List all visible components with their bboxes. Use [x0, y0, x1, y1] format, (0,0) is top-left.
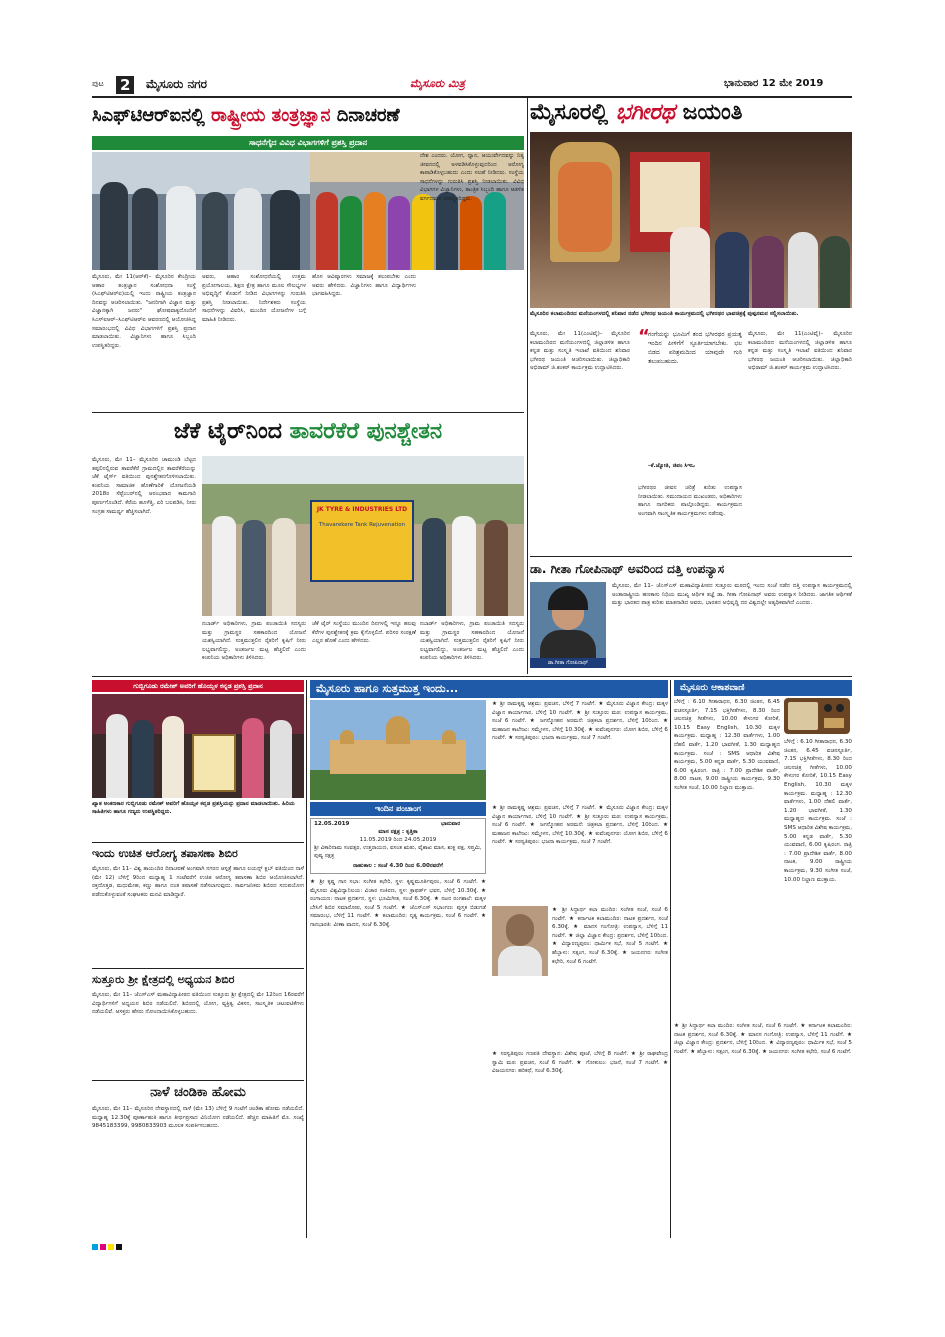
page-number: 2	[120, 76, 131, 94]
health-camp-body: ಮೈಸೂರು, ಮೇ 11– ವಿಶ್ವ ತಾಯಂದಿರ ದಿನಾಚರಣೆ ಅಂಗವಾಗಿ ನಗರದ ಆಸ್ಪತ್ರೆ ಹಾಗೂ ಲಯನ್ಸ್ ಕ್ಲಬ್ ವತಿಯಿಂದ ನಾಳೆ (ಮೇ 12) ಬೆಳಿಗ್ಗೆ 9ರಿಂದ ಮಧ್ಯಾಹ್ನ 1 ಗಂಟೆವರೆಗೆ ಉಚಿತ ಆರೋಗ್ಯ ತಪಾಸಣಾ ಶಿಬಿರ ಆಯೋಜಿಸಲಾಗಿದೆ. ರಕ್ತದೊತ್ತಡ, ಮಧುಮೇಹ, ಕಣ್ಣು ಹಾಗೂ ದಂತ ತಪಾಸಣೆ ನಡೆಸಲಾಗುವುದು. ಸಾರ್ವಜನಿಕರು ಶಿಬಿರದ ಸದುಪಯೋಗ ಪಡೆದುಕೊಳ್ಳುವಂತೆ ಸಂಘಟಕರು ಮನವಿ ಮಾಡಿದ್ದಾರೆ.	[92, 866, 304, 898]
jktyre-headline: ಜೆಕೆ ಟೈರ್‌ನಿಂದ ತಾವರೆಕೆರೆ ಪುನಶ್ಚೇತನ	[173, 419, 443, 444]
award-photo	[92, 694, 304, 798]
gopinath-photo	[530, 582, 606, 668]
bhagiratha-quote-author: –ಕೆ.ಜ್ಯೋತಿ, ಜಿಪಂ ಸಿಇಒ	[648, 463, 695, 469]
cftri-body-right: ಹೊಸ ಆವಿಷ್ಕಾರಗಳು ಸಮಾಜಕ್ಕೆ ತಲುಪಬೇಕು ಎಂದು ಅವರು ಹೇಳಿದರು. ವಿಜ್ಞಾನಿಗಳು ಹಾಗೂ ವಿದ್ಯಾರ್ಥಿಗಳು ಭಾಗವಹಿಸಿದ್ದರು.	[312, 274, 416, 298]
jktyre-photo	[202, 456, 524, 616]
gopinath-headline: ಡಾ. ಗೀತಾ ಗೋಪಿನಾಥ್ ಅವರಿಂದ ದತ್ತಿ ಉಪನ್ಯಾಸ	[530, 562, 725, 576]
bhagiratha-caption: ಮೈಸೂರಿನ ಕಲಾಮಂದಿರದ ಮನೆಯಂಗಳದಲ್ಲಿ ಶನಿವಾರ ನಡೆದ ಭಗೀರಥ ಜಯಂತಿ ಕಾರ್ಯಕ್ರಮದಲ್ಲಿ ಭಗೀರಥರ ಭಾವಚಿತ್ರಕ್ಕೆ ಪುಷ್ಪನಮನ ಸಲ್ಲಿಸಲಾಯಿತು.	[530, 311, 799, 317]
jktyre-body-3: ಜೆಕೆ ಟೈರ್ ಸಂಸ್ಥೆಯು ಮುಂದಿನ ದಿನಗಳಲ್ಲಿ ಇನ್ನೂ ಹಲವು ಕೆರೆಗಳ ಪುನಶ್ಚೇತನಕ್ಕೆ ಕ್ರಮ ಕೈಗೊಳ್ಳಲಿದೆ. ಪರಿಸರ ಸಂರಕ್ಷಣೆ ಎಲ್ಲರ ಹೊಣೆ ಎಂದು ಹೇಳಿದರು.	[312, 621, 416, 645]
bhagiratha-photo	[530, 132, 852, 308]
bhagiratha-headline: ಮೈಸೂರಲ್ಲಿ ಭಗೀರಥ ಜಯಂತಿ	[530, 100, 743, 125]
panchanga-details: ಶ್ರೀ ವಿಕಾರಿನಾಮ ಸಂವತ್ಸರ, ಉತ್ತರಾಯಣ, ವಸಂತ ಋತು, ವೈಶಾಖ ಮಾಸ, ಶುಕ್ಲ ಪಕ್ಷ, ಸಪ್ತಮಿ, ಪುಷ್ಯ ನಕ್ಷತ್ರ	[314, 845, 482, 859]
gopinath-photo-caption: ಡಾ.ಗೀತಾ ಗೋಪಿನಾಥ್	[530, 658, 606, 668]
suttur-camp-headline: ಸುತ್ತೂರು ಶ್ರೀ ಕ್ಷೇತ್ರದಲ್ಲಿ ಅಧ್ಯಯನ ಶಿಬಿರ	[92, 973, 235, 986]
radio-banner: ಮೈಸೂರು ಆಕಾಶವಾಣಿ	[674, 680, 852, 696]
award-caption: ಖ್ಯಾತ ಅಂಕಣಕಾರ ಗುಬ್ಬಿಗೂಡು ರಮೇಶ್ ಅವರಿಗೆ ಹೊಯ್ಸಳ ಕನ್ನಡ ಪ್ರಶಸ್ತಿಯನ್ನು ಪ್ರದಾನ ಮಾಡಲಾಯಿತು. ಹಿರಿಯ ಸಾಹಿತಿಗಳು ಹಾಗೂ ಗಣ್ಯರು ಉಪಸ್ಥಿತರಿದ್ದರು.	[92, 801, 295, 815]
quote-mark-icon: “	[638, 326, 650, 347]
cftri-body-col4: ದೇಶ ಎಂದರು. ಯೋಗ, ಧ್ಯಾನ, ಆಯುರ್ವೇದವನ್ನು ನಿತ್ಯ ಜೀವನದಲ್ಲಿ ಅಳವಡಿಸಿಕೊಳ್ಳುವುದರಿಂದ ಆರೋಗ್ಯ ಕಾಪಾಡಿಕೊಳ್ಳಬಹುದು ಎಂದು ಸಲಹೆ ನೀಡಿದರು. ಸಂಸ್ಥೆಯ ಸಾಧನೆಗಳನ್ನು ಗುರುತಿಸಿ ಪ್ರಶಸ್ತಿ ನೀಡಲಾಯಿತು. ವಿವಿಧ ವಿಭಾಗಗಳ ವಿಜ್ಞಾನಿಗಳು, ತಾಂತ್ರಿಕ ಸಿಬ್ಬಂದಿ ಹಾಗೂ ಆಡಳಿತ ವರ್ಗದವರು ಉಪಸ್ಥಿತರಿದ್ದರು.	[420, 153, 524, 202]
mysore-palace-photo	[310, 700, 486, 800]
panchanga-banner: ಇಂದಿನ ಪಂಚಾಂಗ	[310, 802, 486, 816]
jktyre-body-2: ನಬಾರ್ಡ್ ಅಧಿಕಾರಿಗಳು, ಗ್ರಾಮ ಪಂಚಾಯಿತಿ ಸದಸ್ಯರು ಮತ್ತು ಗ್ರಾಮಸ್ಥರ ಸಹಕಾರದಿಂದ ಯೋಜನೆ ಯಶಸ್ವಿಯಾಗಿದೆ. ಸುತ್ತಮುತ್ತಲಿನ ರೈತರಿಗೆ ಕೃಷಿಗೆ ನೀರು ಲಭ್ಯವಾಗಲಿದ್ದು, ಅಂತರ್ಜಲ ಮಟ್ಟ ಹೆಚ್ಚಲಿದೆ ಎಂದು ಕಂಪನಿಯ ಅಧಿಕಾರಿಗಳು ತಿಳಿಸಿದರು.	[202, 621, 306, 662]
panchanga-day: ಭಾನುವಾರ	[441, 821, 461, 827]
page-label: ಪುಟ	[92, 79, 104, 88]
page-header	[92, 76, 852, 94]
bhagiratha-body-1: ಮೈಸೂರು, ಮೇ 11(ಎಂಟಿವೈ)– ಮೈಸೂರಿನ ಕಲಾಮಂದಿರದ ಮನೆಯಂಗಳದಲ್ಲಿ ಜಿಲ್ಲಾಡಳಿತ ಹಾಗೂ ಕನ್ನಡ ಮತ್ತು ಸಂಸ್ಕೃತಿ ಇಲಾಖೆ ವತಿಯಿಂದ ಶನಿವಾರ ಭಗೀರಥ ಜಯಂತಿ ಆಚರಿಸಲಾಯಿತು. ಜಿಲ್ಲಾಧಿಕಾರಿ ಅಭಿರಾಮ್ ಜಿ.ಶಂಕರ್ ಕಾರ್ಯಕ್ರಮ ಉದ್ಘಾಟಿಸಿದರು.	[530, 331, 630, 372]
right-events: ★ ಶ್ರೀ ಸಿದ್ಧಾರ್ಥ ಕಲಾ ಮಂದಿರ: ಸಂಗೀತ ಸಂಜೆ, ಸಂಜೆ 6 ಗಂಟೆಗೆ. ★ ಕರ್ನಾಟಕ ಕಲಾಮಂದಿರ: ನಾಟಕ ಪ್ರದರ್ಶನ, ಸಂಜೆ 6.30ಕ್ಕೆ. ★ ಮಾನಸ ಗಂಗೋತ್ರಿ: ಉಪನ್ಯಾಸ, ಬೆಳಿಗ್ಗೆ 11 ಗಂಟೆಗೆ. ★ ಜಿಲ್ಲಾ ವಿಜ್ಞಾನ ಕೇಂದ್ರ: ಪ್ರದರ್ಶನ, ಬೆಳಿಗ್ಗೆ 10ರಿಂದ. ★ ವಿದ್ಯಾರಣ್ಯಪುರಂ: ಧಾರ್ಮಿಕ ಸಭೆ, ಸಂಜೆ 5 ಗಂಟೆಗೆ. ★ ಹೆಬ್ಬಾಳು: ಸತ್ಸಂಗ, ಸಂಜೆ 6.30ಕ್ಕೆ. ★ ಜಯನಗರ: ಸಂಗೀತ ಕಛೇರಿ, ಸಂಜೆ 6 ಗಂಟೆಗೆ.	[674, 1023, 852, 1055]
chandika-homa-headline: ನಾಳೆ ಚಂಡಿಕಾ ಹೋಮ	[150, 1085, 246, 1100]
health-camp-headline: ಇಂದು ಉಚಿತ ಆರೋಗ್ಯ ತಪಾಸಣಾ ಶಿಬಿರ	[92, 847, 238, 860]
masthead: ಮೈಸೂರು ಮಿತ್ರ	[410, 77, 465, 90]
jktyre-sign-sub: Thavarekere Tank Rejuvenation	[318, 522, 406, 528]
panchanga-rahukala: ರಾಹುಕಾಲ : ಸಂಜೆ 4.30 ರಿಂದ 6.00ರವರೆಗೆ	[353, 863, 443, 869]
today-banner: ಮೈಸೂರು ಹಾಗೂ ಸುತ್ತಮುತ್ತ ಇಂದು...	[310, 680, 668, 698]
color-registration-strip	[92, 1244, 852, 1252]
chandika-homa-body: ಮೈಸೂರು, ಮೇ 11– ಮೈಸೂರಿನ ದೇವಸ್ಥಾನದಲ್ಲಿ ನಾಳೆ (ಮೇ 13) ಬೆಳಿಗ್ಗೆ 9 ಗಂಟೆಗೆ ಚಂಡಿಕಾ ಹೋಮ ನಡೆಯಲಿದೆ. ಮಧ್ಯಾಹ್ನ 12.30ಕ್ಕೆ ಪೂರ್ಣಾಹುತಿ ಹಾಗೂ ತೀರ್ಥಪ್ರಸಾದ ವಿನಿಯೋಗ ನಡೆಯಲಿದೆ. ಹೆಚ್ಚಿನ ಮಾಹಿತಿಗೆ ಮೊ. ಸಂಖ್ಯೆ 9845183399, 9980833903 ಮೂಲಕ ಸಂಪರ್ಕಿಸಬಹುದು.	[92, 1106, 304, 1130]
suttur-camp-body: ಮೈಸೂರು, ಮೇ 11– ಜೆಎಸ್‌ಎಸ್ ಮಹಾವಿದ್ಯಾಪೀಠದ ವತಿಯಿಂದ ಸುತ್ತೂರು ಶ್ರೀ ಕ್ಷೇತ್ರದಲ್ಲಿ ಮೇ 12ರಿಂದ 16ರವರೆಗೆ ವಿದ್ಯಾರ್ಥಿಗಳಿಗೆ ಅಧ್ಯಯನ ಶಿಬಿರ ನಡೆಯಲಿದೆ. ಶಿಬಿರದಲ್ಲಿ ಯೋಗ, ವ್ಯಕ್ತಿತ್ವ ವಿಕಸನ, ಸಾಂಸ್ಕೃತಿಕ ಚಟುವಟಿಕೆಗಳು ನಡೆಯಲಿವೆ. ಆಸಕ್ತರು ಹೆಸರು ನೋಂದಾಯಿಸಿಕೊಳ್ಳಬಹುದು.	[92, 992, 304, 1016]
speaker-photo	[492, 906, 548, 976]
radio-schedule: ಬೆಳಿಗ್ಗೆ : 6.10 ಗೀತಾರಾಧನ, 6.30 ಚಿಂತನ, 6.45 ವಚನಸ್ಫೂರ್ತಿ, 7.15 ಭಕ್ತಿಗೀತೆಗಳು, 8.30 ರಿಂದ ಚಲನಚಿತ್ರ ಗೀತೆಗಳು, 10.00 ಕೇಳುಗರ ಕೋರಿಕೆ, 10.15 Easy English, 10.30 ಮಕ್ಕಳ ಕಾರ್ಯಕ್ರಮ. ಮಧ್ಯಾಹ್ನ : 12.30 ವಾರ್ತೆಗಳು, 1.00 ದೆಹಲಿ ವಾರ್ತೆ, 1.20 ಭಾವಗೀತೆ, 1.30 ಮಧ್ಯಾಹ್ನದ ಕಾರ್ಯಕ್ರಮ. ಸಂಜೆ : SMS ಆಧಾರಿತ ವಿಶೇಷ ಕಾರ್ಯಕ್ರಮ, 5.00 ಕನ್ನಡ ವಾರ್ತೆ, 5.30 ಯುವವಾಣಿ, 6.00 ಕೃಷಿರಂಗ. ರಾತ್ರಿ : 7.00 ಪ್ರಾದೇಶಿಕ ವಾರ್ತೆ, 8.00 ನಾಟಕ, 9.00 ರಾಷ್ಟ್ರೀಯ ಕಾರ್ಯಕ್ರಮ, 9.30 ಸಂಗೀತ ಸಂಜೆ, 10.00 ನಿಲ್ದಾಣ ಮುಕ್ತಾಯ.	[674, 699, 780, 791]
today-events-left: ★ ಶ್ರೀ ಕೃಷ್ಣ ಗಾನ ಸಭಾ: ಸಂಗೀತ ಕಛೇರಿ, ಸ್ಥಳ: ಕೃಷ್ಣಮೂರ್ತಿಪುರಂ, ಸಂಜೆ 6 ಗಂಟೆಗೆ. ★ ಮೈಸೂರು ವಿಶ್ವವಿದ್ಯಾನಿಲಯ: ವಿಚಾರ ಸಂಕಿರಣ, ಸ್ಥಳ: ಕ್ರಾಫರ್ಡ್ ಭವನ, ಬೆಳಿಗ್ಗೆ 10.30ಕ್ಕೆ. ★ ರಂಗಾಯಣ: ನಾಟಕ ಪ್ರದರ್ಶನ, ಸ್ಥಳ: ಭೂಮಿಗೀತ, ಸಂಜೆ 6.30ಕ್ಕೆ. ★ ನಟನ ರಂಗಶಾಲೆ: ಮಕ್ಕಳ ಬೇಸಿಗೆ ಶಿಬಿರ ಸಮಾರೋಪ, ಸಂಜೆ 5 ಗಂಟೆಗೆ. ★ ಜೆಎಸ್‌ಎಸ್ ಸಭಾಂಗಣ: ಪುಸ್ತಕ ಬಿಡುಗಡೆ ಸಮಾರಂಭ, ಬೆಳಿಗ್ಗೆ 11 ಗಂಟೆಗೆ. ★ ಕಲಾಮಂದಿರ: ನೃತ್ಯ ಕಾರ್ಯಕ್ರಮ, ಸಂಜೆ 6 ಗಂಟೆಗೆ. ★ ಗಾನಭಾರತಿ: ವೀಣಾ ವಾದನ, ಸಂಜೆ 6.30ಕ್ಕೆ.	[310, 879, 486, 928]
panchanga-box	[310, 818, 486, 874]
radio-icon	[784, 698, 850, 734]
today-events-right: ★ ಶ್ರೀ ರಾಮಕೃಷ್ಣ ಆಶ್ರಮ: ಪ್ರವಚನ, ಬೆಳಿಗ್ಗೆ 7 ಗಂಟೆಗೆ. ★ ಮೈಸೂರು ವಿಜ್ಞಾನ ಕೇಂದ್ರ: ಮಕ್ಕಳ ವಿಜ್ಞಾನ ಕಾರ್ಯಾಗಾರ, ಬೆಳಿಗ್ಗೆ 10 ಗಂಟೆಗೆ. ★ ಶ್ರೀ ಸುತ್ತೂರು ಮಠ: ಉಪನ್ಯಾಸ ಕಾರ್ಯಕ್ರಮ, ಸಂಜೆ 6 ಗಂಟೆಗೆ. ★ ಜಗನ್ಮೋಹನ ಅರಮನೆ: ಚಿತ್ರಕಲಾ ಪ್ರದರ್ಶನ, ಬೆಳಿಗ್ಗೆ 10ರಿಂದ. ★ ಮಹಾಜನ ಕಾಲೇಜು: ಸಮ್ಮೇಳನ, ಬೆಳಿಗ್ಗೆ 10.30ಕ್ಕೆ. ★ ಕುವೆಂಪುನಗರ: ಯೋಗ ಶಿಬಿರ, ಬೆಳಿಗ್ಗೆ 6 ಗಂಟೆಗೆ. ★ ಸರಸ್ವತಿಪುರಂ: ಭಜನಾ ಕಾರ್ಯಕ್ರಮ, ಸಂಜೆ 7 ಗಂಟೆಗೆ.	[492, 805, 668, 846]
jktyre-sign	[310, 500, 414, 582]
bhagiratha-quote-box	[638, 326, 742, 480]
jktyre-body-1: ಮೈಸೂರು, ಮೇ 11– ಮೈಸೂರಿನ ಚಾಮುಂಡಿ ಬೆಟ್ಟದ ತಪ್ಪಲಿನಲ್ಲಿರುವ ತಾವರೆಕೆರೆ ಗ್ರಾಮದಲ್ಲಿನ ತಾವರೆಕೆರೆಯನ್ನು ಜೆಕೆ ಟೈರ್ಸ್ ವತಿಯಿಂದ ಪುನಶ್ಚೇತನಗೊಳಿಸಲಾಯಿತು. ಕಂಪನಿಯ ಸಾಮಾಜಿಕ ಹೊಣೆಗಾರಿಕೆ ಯೋಜನೆಯಡಿ 2018ರ ಸೆಪ್ಟೆಂಬರ್‌ನಲ್ಲಿ ಆರಂಭವಾದ ಕಾಮಗಾರಿ ಪೂರ್ಣಗೊಂಡಿದೆ. ಕೆರೆಯ ಹೂಳೆತ್ತಿ, ಏರಿ ಬಲಪಡಿಸಿ, ನೀರು ಸಂಗ್ರಹ ಸಾಮರ್ಥ್ಯ ಹೆಚ್ಚಿಸಲಾಗಿದೆ.	[92, 457, 196, 515]
cftri-body-left: ಮೈಸೂರು, ಮೇ 11(ಆರ್‌ಕೆ)– ಮೈಸೂರಿನ ಕೇಂದ್ರೀಯ ಆಹಾರ ತಂತ್ರಜ್ಞಾನ ಸಂಶೋಧನಾ ಸಂಸ್ಥೆ (ಸಿಎಫ್‌ಟಿಆರ್‌ಐ)ಯಲ್ಲಿ ಇಂದು ರಾಷ್ಟ್ರೀಯ ತಂತ್ರಜ್ಞಾನ ದಿನವನ್ನು ಆಚರಿಸಲಾಯಿತು. "ಜನರಿಗಾಗಿ ವಿಜ್ಞಾನ ಮತ್ತು ವಿಜ್ಞಾನಕ್ಕಾಗಿ ಜನರು" ಘೋಷವಾಕ್ಯದೊಂದಿಗೆ ಸಿಎಸ್‌ಐಆರ್–ಸಿಎಫ್‌ಟಿಆರ್‌ಐ ಆವರಣದಲ್ಲಿ ಆಯೋಜಿಸಿದ್ದ ಸಮಾರಂಭದಲ್ಲಿ ವಿವಿಧ ವಿಭಾಗಗಳಿಗೆ ಪ್ರಶಸ್ತಿ ಪ್ರದಾನ ಮಾಡಲಾಯಿತು. ವಿಜ್ಞಾನಿಗಳು ಹಾಗೂ ಸಿಬ್ಬಂದಿ ಉಪಸ್ಥಿತರಿದ್ದರು.	[92, 274, 196, 349]
mid-rule-1	[92, 412, 524, 413]
left-rule-2	[92, 968, 304, 969]
jktyre-body-4: ನಬಾರ್ಡ್ ಅಧಿಕಾರಿಗಳು, ಗ್ರಾಮ ಪಂಚಾಯಿತಿ ಸದಸ್ಯರು ಮತ್ತು ಗ್ರಾಮಸ್ಥರ ಸಹಕಾರದಿಂದ ಯೋಜನೆ ಯಶಸ್ವಿಯಾಗಿದೆ. ಸುತ್ತಮುತ್ತಲಿನ ರೈತರಿಗೆ ಕೃಷಿಗೆ ನೀರು ಲಭ್ಯವಾಗಲಿದ್ದು, ಅಂತರ್ಜಲ ಮಟ್ಟ ಹೆಚ್ಚಲಿದೆ ಎಂದು ಕಂಪನಿಯ ಅಧಿಕಾರಿಗಳು ತಿಳಿಸಿದರು.	[420, 621, 524, 662]
jktyre-sign-title: JK TYRE & INDUSTRIES LTD	[316, 506, 408, 513]
mid-rule-3	[92, 676, 852, 677]
gopinath-body: ಮೈಸೂರು, ಮೇ 11– ಜೆಎಸ್‌ಎಸ್ ಮಹಾವಿದ್ಯಾಪೀಠದ ಸುತ್ತೂರು ಮಠದಲ್ಲಿ ಇಂದು ಸಂಜೆ ನಡೆದ ದತ್ತಿ ಉಪನ್ಯಾಸ ಕಾರ್ಯಕ್ರಮದಲ್ಲಿ ಅಂತಾರಾಷ್ಟ್ರೀಯ ಹಣಕಾಸು ನಿಧಿಯ ಮುಖ್ಯ ಆರ್ಥಿಕ ತಜ್ಞೆ ಡಾ. ಗೀತಾ ಗೋಪಿನಾಥ್ ಅವರು ಉಪನ್ಯಾಸ ನೀಡಿದರು. ಜಾಗತಿಕ ಆರ್ಥಿಕತೆ ಮತ್ತು ಭಾರತದ ಪಾತ್ರ ಕುರಿತು ಮಾತನಾಡಿದ ಅವರು, ಭಾರತದ ಅಭಿವೃದ್ಧಿ ದರ ವಿಶ್ವದಲ್ಲೇ ಅತ್ಯಧಿಕವಾಗಿದೆ ಎಂದರು.	[612, 583, 852, 607]
edition-date: ಭಾನುವಾರ 12 ಮೇ 2019	[724, 78, 824, 89]
panchanga-nakshatra: ಮಾಸ ನಕ್ಷತ್ರ : ಕೃತ್ತಿಕಾ	[378, 829, 418, 835]
left-rule-1	[92, 842, 304, 843]
bhagiratha-body-3: ಮೈಸೂರು, ಮೇ 11(ಎಂಟಿವೈ)– ಮೈಸೂರಿನ ಕಲಾಮಂದಿರದ ಮನೆಯಂಗಳದಲ್ಲಿ ಜಿಲ್ಲಾಡಳಿತ ಹಾಗೂ ಕನ್ನಡ ಮತ್ತು ಸಂಸ್ಕೃತಿ ಇಲಾಖೆ ವತಿಯಿಂದ ಶನಿವಾರ ಭಗೀರಥ ಜಯಂತಿ ಆಚರಿಸಲಾಯಿತು. ಜಿಲ್ಲಾಧಿಕಾರಿ ಅಭಿರಾಮ್ ಜಿ.ಶಂಕರ್ ಕಾರ್ಯಕ್ರಮ ಉದ್ಘಾಟಿಸಿದರು.	[748, 331, 852, 372]
panchanga-range: 11.05.2019 ರಿಂದ 24.05.2019	[359, 837, 437, 843]
col-rule-left	[306, 680, 307, 1238]
cftri-headline: ಸಿಎಫ್‌ಟಿಆರ್‌ಐನಲ್ಲಿ ರಾಷ್ಟ್ರೀಯ ತಂತ್ರಜ್ಞಾನ ದಿನಾಚರಣೆ	[92, 105, 400, 126]
left-rule-3	[92, 1080, 304, 1081]
cftri-award-photo	[92, 152, 310, 270]
cftri-subhead: ಸಾಧನೆಗೈದ ವಿವಿಧ ವಿಭಾಗಗಳಿಗೆ ಪ್ರಶಸ್ತಿ ಪ್ರದಾನ	[92, 136, 524, 150]
today-events-col3b: ★ ಸರಸ್ವತಿಪುರಂ ಗಣಪತಿ ದೇವಸ್ಥಾನ: ವಿಶೇಷ ಪೂಜೆ, ಬೆಳಿಗ್ಗೆ 8 ಗಂಟೆಗೆ. ★ ಶ್ರೀ ರಾಘವೇಂದ್ರ ಸ್ವಾಮಿ ಮಠ: ಪ್ರವಚನ, ಸಂಜೆ 6 ಗಂಟೆಗೆ. ★ ಗೋಕುಲಂ: ಭಜನೆ, ಸಂಜೆ 7 ಗಂಟೆಗೆ. ★ ವಿಜಯನಗರ: ಹರಿಕಥೆ, ಸಂಜೆ 6.30ಕ್ಕೆ.	[492, 1051, 668, 1075]
panchanga-date: 12.05.2019	[314, 821, 350, 827]
radio-schedule-cont: ಬೆಳಿಗ್ಗೆ : 6.10 ಗೀತಾರಾಧನ, 6.30 ಚಿಂತನ, 6.45 ವಚನಸ್ಫೂರ್ತಿ, 7.15 ಭಕ್ತಿಗೀತೆಗಳು, 8.30 ರಿಂದ ಚಲನಚಿತ್ರ ಗೀತೆಗಳು, 10.00 ಕೇಳುಗರ ಕೋರಿಕೆ, 10.15 Easy English, 10.30 ಮಕ್ಕಳ ಕಾರ್ಯಕ್ರಮ. ಮಧ್ಯಾಹ್ನ : 12.30 ವಾರ್ತೆಗಳು, 1.00 ದೆಹಲಿ ವಾರ್ತೆ, 1.20 ಭಾವಗೀತೆ, 1.30 ಮಧ್ಯಾಹ್ನದ ಕಾರ್ಯಕ್ರಮ. ಸಂಜೆ : SMS ಆಧಾರಿತ ವಿಶೇಷ ಕಾರ್ಯಕ್ರಮ, 5.00 ಕನ್ನಡ ವಾರ್ತೆ, 5.30 ಯುವವಾಣಿ, 6.00 ಕೃಷಿರಂಗ. ರಾತ್ರಿ : 7.00 ಪ್ರಾದೇಶಿಕ ವಾರ್ತೆ, 8.00 ನಾಟಕ, 9.00 ರಾಷ್ಟ್ರೀಯ ಕಾರ್ಯಕ್ರಮ, 9.30 ಸಂಗೀತ ಸಂಜೆ, 10.00 ನಿಲ್ದಾಣ ಮುಕ್ತಾಯ.	[784, 739, 852, 883]
col-rule-right	[670, 680, 671, 1238]
award-banner: ಗುಬ್ಬಿಗೂಡು ರಮೇಶ್ ಅವರಿಗೆ ಹೊಯ್ಸಳ ಕನ್ನಡ ಪ್ರಶಸ್ತಿ ಪ್ರದಾನ	[92, 680, 304, 692]
mid-rule-2	[530, 556, 852, 557]
today-events-intro: ★ ಶ್ರೀ ರಾಮಕೃಷ್ಣ ಆಶ್ರಮ: ಪ್ರವಚನ, ಬೆಳಿಗ್ಗೆ 7 ಗಂಟೆಗೆ. ★ ಮೈಸೂರು ವಿಜ್ಞಾನ ಕೇಂದ್ರ: ಮಕ್ಕಳ ವಿಜ್ಞಾನ ಕಾರ್ಯಾಗಾರ, ಬೆಳಿಗ್ಗೆ 10 ಗಂಟೆಗೆ. ★ ಶ್ರೀ ಸುತ್ತೂರು ಮಠ: ಉಪನ್ಯಾಸ ಕಾರ್ಯಕ್ರಮ, ಸಂಜೆ 6 ಗಂಟೆಗೆ. ★ ಜಗನ್ಮೋಹನ ಅರಮನೆ: ಚಿತ್ರಕಲಾ ಪ್ರದರ್ಶನ, ಬೆಳಿಗ್ಗೆ 10ರಿಂದ. ★ ಮಹಾಜನ ಕಾಲೇಜು: ಸಮ್ಮೇಳನ, ಬೆಳಿಗ್ಗೆ 10.30ಕ್ಕೆ. ★ ಕುವೆಂಪುನಗರ: ಯೋಗ ಶಿಬಿರ, ಬೆಳಿಗ್ಗೆ 6 ಗಂಟೆಗೆ. ★ ಸರಸ್ವತಿಪುರಂ: ಭಜನಾ ಕಾರ್ಯಕ್ರಮ, ಸಂಜೆ 7 ಗಂಟೆಗೆ.	[492, 701, 668, 742]
bhagiratha-quote: ಗಂಗೆಯನ್ನು ಭೂಮಿಗೆ ತಂದ ಭಗೀರಥರ ಪ್ರಯತ್ನ ಇಂದಿನ ಪೀಳಿಗೆಗೆ ಸ್ಫೂರ್ತಿಯಾಗಬೇಕು. ಛಲ ಬಿಡದ ಪರಿಶ್ರಮದಿಂದ ಯಾವುದೇ ಗುರಿ ತಲುಪಬಹುದು.	[648, 331, 742, 365]
cftri-body-mid: ಅವರು, ಆಹಾರ ಸಂಶೋಧನೆಯಲ್ಲಿ ಉತ್ತಮ ಪ್ರಯೋಗಾಲಯ, ಶಿಕ್ಷಣ ಕ್ಷೇತ್ರ ಹಾಗೂ ಮೂಲ ಸೌಲಭ್ಯಗಳ ಅಭಿವೃದ್ಧಿಗೆ ಕೊಡುಗೆ ನೀಡಿದ ವಿಭಾಗಗಳನ್ನು ಗುರುತಿಸಿ ಪ್ರಶಸ್ತಿ ನೀಡಲಾಯಿತು. ನಿರ್ದೇಶಕರು ಸಂಸ್ಥೆಯ ಸಾಧನೆಗಳನ್ನು ವಿವರಿಸಿ, ಮುಂದಿನ ಯೋಜನೆಗಳ ಬಗ್ಗೆ ಮಾಹಿತಿ ನೀಡಿದರು.	[202, 274, 306, 323]
today-events-col3: ★ ಶ್ರೀ ಸಿದ್ಧಾರ್ಥ ಕಲಾ ಮಂದಿರ: ಸಂಗೀತ ಸಂಜೆ, ಸಂಜೆ 6 ಗಂಟೆಗೆ. ★ ಕರ್ನಾಟಕ ಕಲಾಮಂದಿರ: ನಾಟಕ ಪ್ರದರ್ಶನ, ಸಂಜೆ 6.30ಕ್ಕೆ. ★ ಮಾನಸ ಗಂಗೋತ್ರಿ: ಉಪನ್ಯಾಸ, ಬೆಳಿಗ್ಗೆ 11 ಗಂಟೆಗೆ. ★ ಜಿಲ್ಲಾ ವಿಜ್ಞಾನ ಕೇಂದ್ರ: ಪ್ರದರ್ಶನ, ಬೆಳಿಗ್ಗೆ 10ರಿಂದ. ★ ವಿದ್ಯಾರಣ್ಯಪುರಂ: ಧಾರ್ಮಿಕ ಸಭೆ, ಸಂಜೆ 5 ಗಂಟೆಗೆ. ★ ಹೆಬ್ಬಾಳು: ಸತ್ಸಂಗ, ಸಂಜೆ 6.30ಕ್ಕೆ. ★ ಜಯನಗರ: ಸಂಗೀತ ಕಛೇರಿ, ಸಂಜೆ 6 ಗಂಟೆಗೆ.	[552, 907, 668, 965]
bhagiratha-body-2: ಭಗೀರಥರ ಜೀವನ ಚರಿತ್ರೆ ಕುರಿತು ಉಪನ್ಯಾಸ ನೀಡಲಾಯಿತು. ಸಮುದಾಯದ ಮುಖಂಡರು, ಅಧಿಕಾರಿಗಳು ಹಾಗೂ ನಾಗರಿಕರು ಪಾಲ್ಗೊಂಡಿದ್ದರು. ಕಾರ್ಯಕ್ರಮದ ಅಂಗವಾಗಿ ಸಾಂಸ್ಕೃತಿಕ ಕಾರ್ಯಕ್ರಮಗಳು ನಡೆದವು.	[638, 485, 742, 517]
col-rule-top	[527, 98, 528, 674]
section-name: ಮೈಸೂರು ನಗರ	[146, 77, 208, 91]
